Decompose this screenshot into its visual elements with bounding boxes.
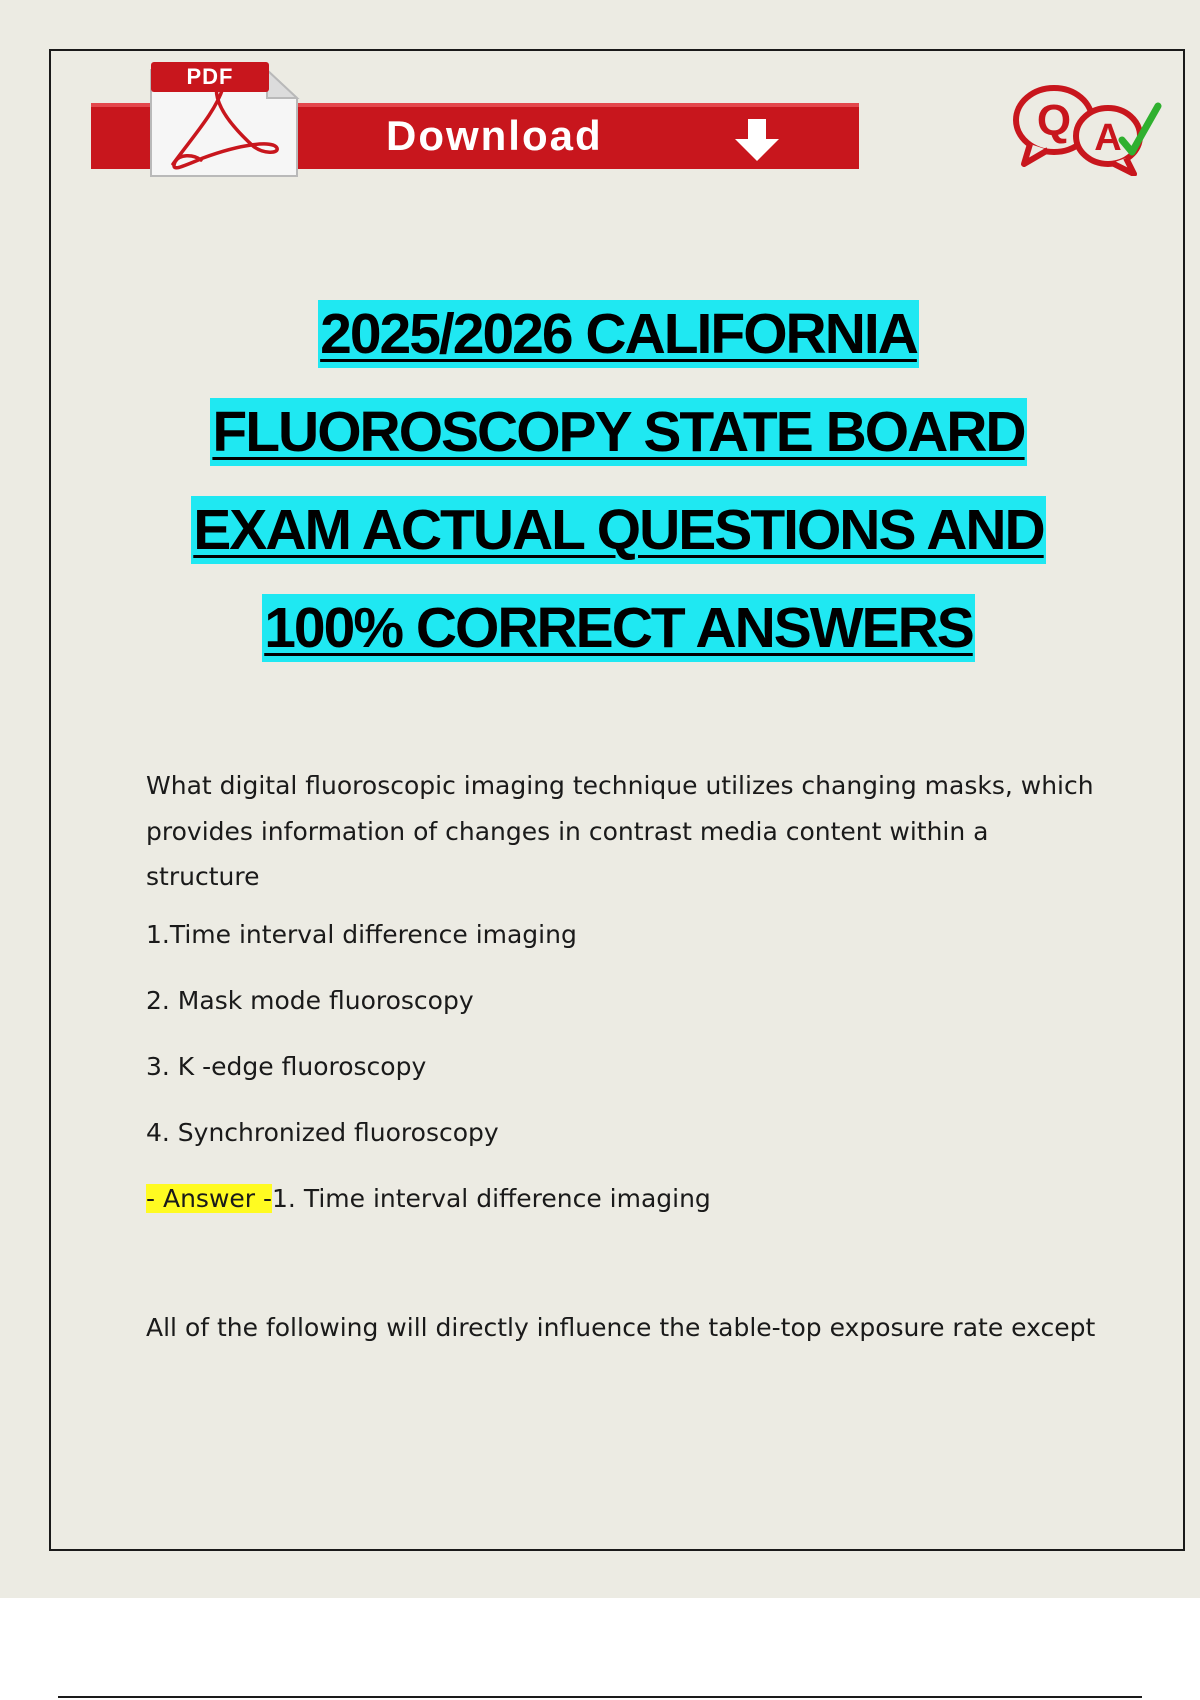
title-line-3: EXAM ACTUAL QUESTIONS AND bbox=[193, 498, 1044, 562]
title-line-4: 100% CORRECT ANSWERS bbox=[264, 596, 973, 660]
arrow-down-icon bbox=[731, 117, 783, 163]
document-title bbox=[60, 300, 1177, 692]
pdf-document-icon bbox=[145, 62, 303, 178]
question-2-text: All of the following will directly influence the table-top exposure rate except bbox=[146, 1312, 1096, 1342]
answer-text: 1. Time interval difference imaging bbox=[272, 1183, 711, 1213]
footer-divider bbox=[58, 1696, 1142, 1698]
question-1-option-2: 2. Mask mode fluoroscopy bbox=[146, 985, 474, 1015]
download-banner[interactable] bbox=[91, 62, 859, 178]
qa-logo-a: A bbox=[1094, 117, 1122, 159]
download-label: Download bbox=[386, 112, 603, 159]
question-1-option-3: 3. K -edge fluoroscopy bbox=[146, 1051, 427, 1081]
title-line-2: FLUOROSCOPY STATE BOARD bbox=[212, 400, 1025, 464]
answer-marker: - Answer - bbox=[146, 1183, 273, 1213]
title-line-1: 2025/2026 CALIFORNIA bbox=[320, 302, 917, 366]
pdf-tag: PDF bbox=[151, 62, 269, 92]
qa-speech-bubbles-check-icon bbox=[1008, 80, 1168, 176]
qa-logo-q: Q bbox=[1036, 96, 1072, 145]
document-body bbox=[146, 763, 1106, 1350]
question-1-answer bbox=[146, 1181, 1106, 1217]
question-1-option-1: 1.Time interval difference imaging bbox=[146, 919, 577, 949]
question-1-text: What digital fluoroscopic imaging technique utilizes changing masks, which provides information of changes in contrast media content within a structure bbox=[146, 771, 1094, 891]
question-1-option-4: 4. Synchronized fluoroscopy bbox=[146, 1117, 499, 1147]
